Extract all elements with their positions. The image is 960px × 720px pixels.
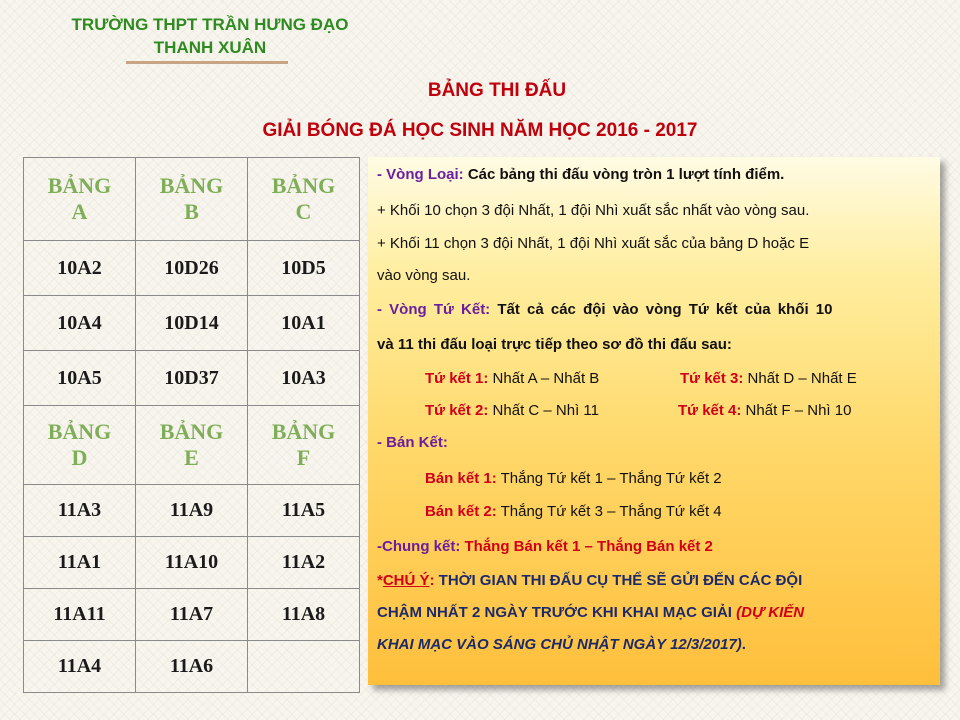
qf2-label: Tứ kết 2: bbox=[425, 402, 489, 419]
team-cell: 10A1 bbox=[248, 296, 360, 351]
team-cell: 11A7 bbox=[136, 589, 248, 641]
team-cell: 11A8 bbox=[248, 589, 360, 641]
sf1-line bbox=[425, 470, 722, 487]
group-letter: E bbox=[184, 445, 199, 470]
team-cell: 10D26 bbox=[136, 241, 248, 296]
team-cell: 11A9 bbox=[136, 485, 248, 537]
team-cell: 11A5 bbox=[248, 485, 360, 537]
group-letter: B bbox=[184, 199, 199, 224]
note-line-1 bbox=[377, 572, 802, 589]
grade10-groups-table bbox=[23, 157, 360, 406]
group-word: BẢNG bbox=[271, 419, 336, 444]
group-letter: C bbox=[295, 199, 312, 224]
quarterfinal-text-b: và 11 thi đấu loại trực tiếp theo sơ đồ thi đấu sau: bbox=[377, 336, 732, 353]
note-colon: : bbox=[429, 572, 435, 589]
table-header-row bbox=[24, 406, 360, 485]
note-text-b: CHẬM NHẤT 2 NGÀY TRƯỚC KHI KHAI MẠC GIẢI bbox=[377, 604, 737, 621]
group-word: BẢNG bbox=[271, 173, 336, 198]
group-header-e bbox=[136, 406, 248, 485]
note-italic-b: KHAI MẠC VÀO SÁNG CHỦ NHẬT NGÀY 12/3/2017) bbox=[377, 636, 742, 653]
grade11-groups-table bbox=[23, 405, 360, 693]
table-row bbox=[24, 351, 360, 406]
group-header-b bbox=[136, 158, 248, 241]
qualifying-label: - Vòng Loại: bbox=[377, 166, 464, 183]
table-row bbox=[24, 485, 360, 537]
qf3-line bbox=[680, 370, 857, 387]
team-cell: 11A11 bbox=[24, 589, 136, 641]
group-letter: A bbox=[71, 199, 88, 224]
team-cell: 10A2 bbox=[24, 241, 136, 296]
team-cell: 10D14 bbox=[136, 296, 248, 351]
table-row bbox=[24, 296, 360, 351]
sf2-label: Bán kết 2: bbox=[425, 503, 497, 520]
final-line bbox=[377, 538, 713, 555]
group-letter: F bbox=[296, 445, 311, 470]
grade11-rule-a: + Khối 11 chọn 3 đội Nhất, 1 đội Nhì xuất sắc của bảng D hoặc E bbox=[377, 235, 810, 252]
qf4-text: Nhất F – Nhì 10 bbox=[741, 402, 852, 419]
team-cell: 11A3 bbox=[24, 485, 136, 537]
team-cell: 11A10 bbox=[136, 537, 248, 589]
final-text: Thắng Bán kết 1 – Thắng Bán kết 2 bbox=[460, 538, 713, 555]
group-word: BẢNG bbox=[47, 419, 112, 444]
group-letter: D bbox=[71, 445, 88, 470]
group-header-d bbox=[24, 406, 136, 485]
team-cell: 10A3 bbox=[248, 351, 360, 406]
qualifying-text: Các bảng thi đấu vòng tròn 1 lượt tính điểm. bbox=[463, 166, 785, 183]
school-name-line1: TRƯỜNG THPT TRẦN HƯNG ĐẠO bbox=[71, 15, 349, 34]
note-line-3 bbox=[377, 636, 746, 653]
header-divider bbox=[126, 61, 288, 64]
group-header-f bbox=[248, 406, 360, 485]
team-cell: 10D5 bbox=[248, 241, 360, 296]
note-end: . bbox=[741, 636, 746, 653]
team-cell: 10A5 bbox=[24, 351, 136, 406]
qualifying-line bbox=[377, 166, 784, 183]
group-word: BẢNG bbox=[159, 419, 224, 444]
qf1-text: Nhất A – Nhất B bbox=[488, 370, 600, 387]
note-line-2 bbox=[377, 604, 804, 621]
quarterfinal-line bbox=[377, 301, 832, 318]
qf4-line bbox=[678, 402, 851, 419]
table-row bbox=[24, 241, 360, 296]
note-label: CHÚ Ý bbox=[382, 572, 430, 589]
qf1-label: Tứ kết 1: bbox=[425, 370, 489, 387]
team-cell: 10A4 bbox=[24, 296, 136, 351]
qf2-line bbox=[425, 402, 599, 419]
semifinal-label: - Bán Kết: bbox=[377, 434, 448, 451]
table-header-row bbox=[24, 158, 360, 241]
team-cell: 11A4 bbox=[24, 641, 136, 693]
quarterfinal-label: - Vòng Tứ Kết: bbox=[377, 301, 491, 318]
team-cell: 10D37 bbox=[136, 351, 248, 406]
final-label: -Chung kết: bbox=[377, 538, 461, 555]
note-star: * bbox=[377, 572, 383, 589]
page-subtitle: GIẢI BÓNG ĐÁ HỌC SINH NĂM HỌC 2016 - 2017 bbox=[262, 120, 698, 141]
sf2-text: Thắng Tứ kết 3 – Thắng Tứ kết 4 bbox=[496, 503, 722, 520]
sf2-line bbox=[425, 503, 722, 520]
table-row bbox=[24, 589, 360, 641]
team-cell: 11A2 bbox=[248, 537, 360, 589]
team-cell: 11A1 bbox=[24, 537, 136, 589]
team-cell: 11A6 bbox=[136, 641, 248, 693]
table-row bbox=[24, 537, 360, 589]
school-name-line2: THANH XUÂN bbox=[153, 38, 267, 57]
qf4-label: Tứ kết 4: bbox=[678, 402, 742, 419]
note-italic-a: (DỰ KIẾN bbox=[736, 604, 805, 621]
qf3-label: Tứ kết 3: bbox=[680, 370, 744, 387]
grade10-rule: + Khối 10 chọn 3 đội Nhất, 1 đội Nhì xuất sắc nhất vào vòng sau. bbox=[377, 202, 810, 219]
grade11-rule-b: vào vòng sau. bbox=[377, 267, 471, 284]
page-title-text: BẢNG THI ĐẤU bbox=[427, 80, 567, 101]
qf2-text: Nhất C – Nhì 11 bbox=[488, 402, 600, 419]
qf3-text: Nhất D – Nhất E bbox=[743, 370, 857, 387]
group-header-a bbox=[24, 158, 136, 241]
quarterfinal-text-a: Tất cả các đội vào vòng Tứ kết của khối 10 bbox=[490, 301, 833, 318]
qf1-line bbox=[425, 370, 599, 387]
group-header-c bbox=[248, 158, 360, 241]
sf1-label: Bán kết 1: bbox=[425, 470, 497, 487]
sf1-text: Thắng Tứ kết 1 – Thắng Tứ kết 2 bbox=[496, 470, 722, 487]
team-cell bbox=[248, 641, 360, 693]
group-word: BẢNG bbox=[47, 173, 112, 198]
note-text-a: THỜI GIAN THI ĐẤU CỤ THỂ SẼ GỬI ĐẾN CÁC ĐỘI bbox=[434, 572, 803, 589]
table-row bbox=[24, 641, 360, 693]
group-word: BẢNG bbox=[159, 173, 224, 198]
